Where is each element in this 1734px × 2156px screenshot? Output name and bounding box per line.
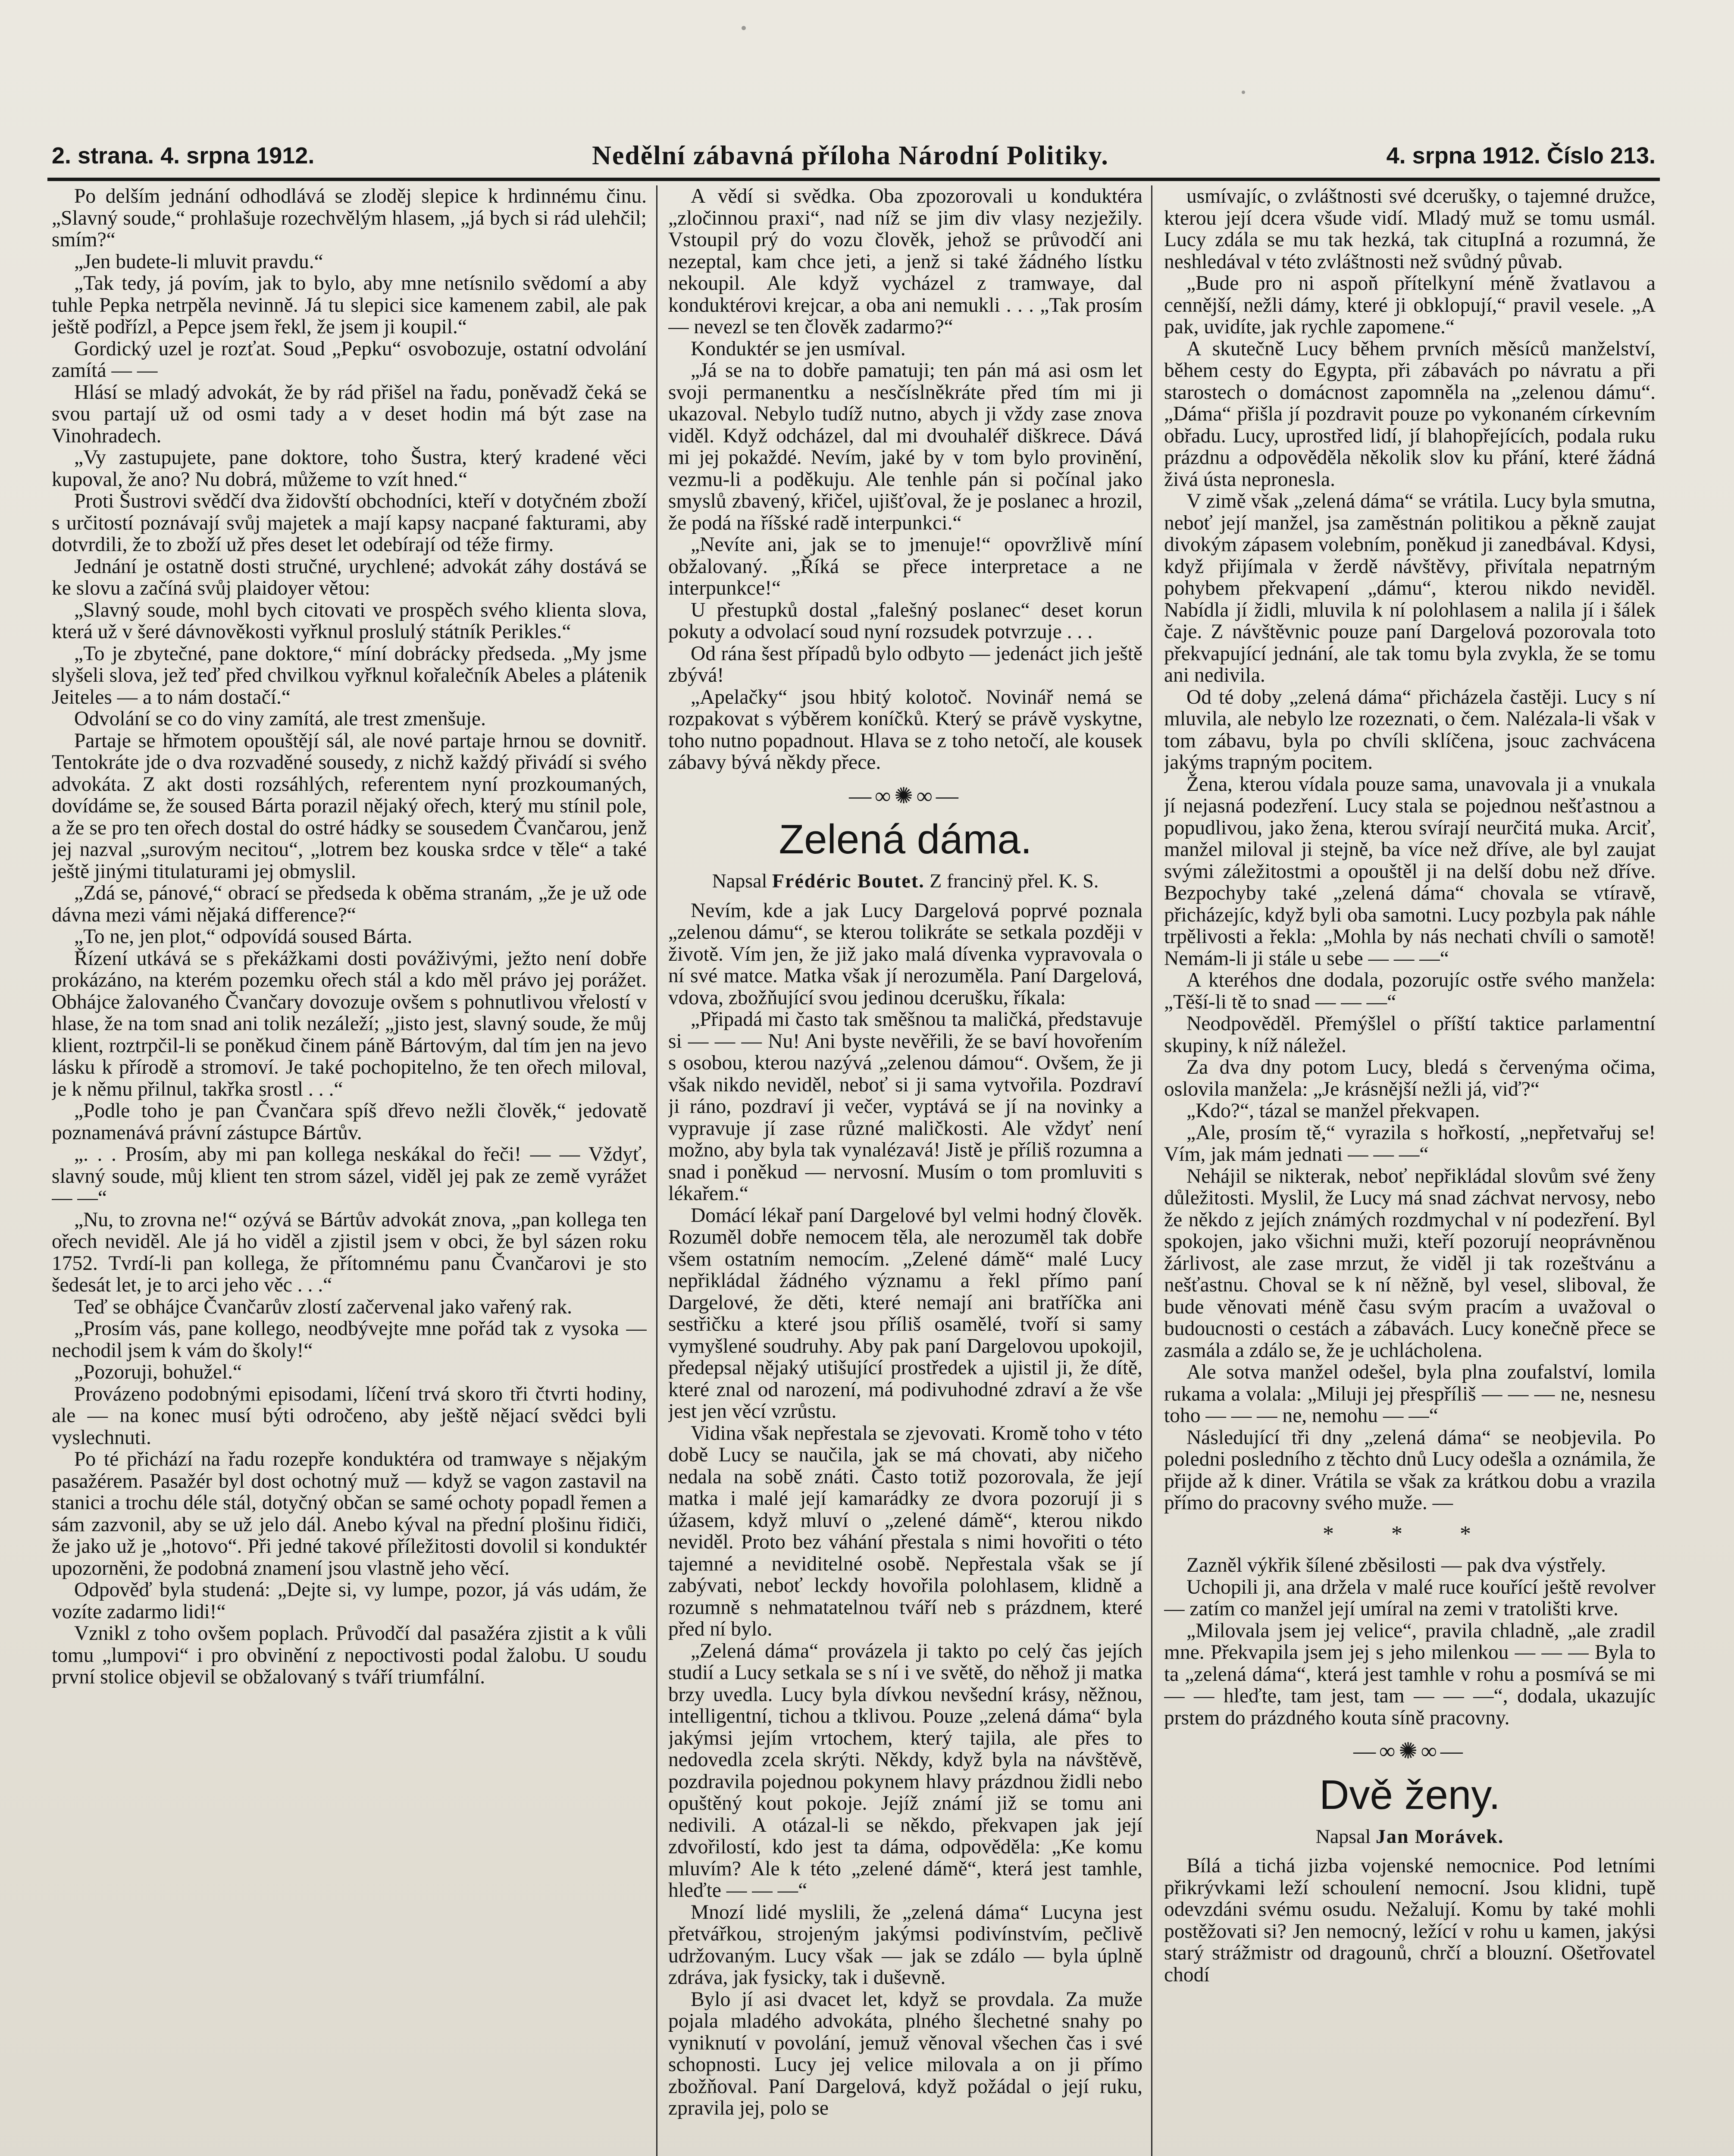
print-speck — [1242, 91, 1245, 94]
column-rule-2 — [1151, 185, 1152, 2156]
col3-paragraph: V zimě však „zelená dáma“ se vrátila. Lucy byla smutna, neboť její manžel, jsa zaměstnán politikou a pěkně zaujat divokým zápasem volebním, poněkud ji zanedbával. Kdysi, když přijímala v žerdě návštěvy, přivítala nepatrným pohybem překvapení „dámu“, kterou nikdo neviděl. Nabídla jí židli, mluvila k ní polohlasem a nalila jí i šálek čaje. Z návštěvnic pouze paní Dargelová pozorovala toto překvapující jednání, ale tak tomu byla zvykla, že se tomu ani nedivila. — [1164, 490, 1656, 686]
col1-paragraph: „Jen budete-li mluvit pravdu.“ — [74, 250, 323, 273]
column-3 — [1164, 185, 1656, 2156]
col1-paragraph: Vznikl z toho ovšem poplach. Průvodčí dal pasažéra zjistit a k vůli tomu „lumpovi“ i pro obvinění z nepoctivosti podal žalobu. U soudu první stolice objevil se obžalovaný s tváří triumfální. — [52, 1622, 647, 1688]
col2-paragraph: „Nevíte ani, jak se to jmenuje!“ opovržlivě míní obžalovaný. „Říká se přece interpretace a ne interpunkce!“ — [668, 533, 1142, 599]
col1-paragraph: „Tak tedy, já povím, jak to bylo, aby mne netísnilo svědomí a aby tuhle Pepka netrpěla nevinně. Já tu slepici sice kamenem zabil, ale pak ještě podřízl, a Pepce jsem řekl, že jsem ji koupil.“ — [52, 272, 647, 338]
masthead-title: Nedělní zábavná příloha Národní Politiky. — [592, 141, 1109, 170]
col1-paragraph: „. . . Prosím, aby mi pan kollega neskákal do řeči! — — Vždyť, slavný soude, můj klient ten strom sázel, viděl jej pak ze země vyrážet — —“ — [52, 1143, 647, 1209]
col1-paragraph: Hlásí se mladý advokát, že by rád přišel na řadu, poněvadž čeká se svou partají už od osmi tady a v deset hodin má být zase na Vinohradech. — [52, 381, 647, 447]
print-speck — [742, 26, 746, 30]
dve-zeny-paragraph: Bílá a tichá jizba vojenské nemocnice. Pod letními přikrývkami leží schoulení nemocní. Jsou klidni, tupě odevzdáni svému osudu. Nežalují. Komu by také mohli postěžovati si? Jen nemocný, ležící v rohu u kamen, jakýsi starý strážmistr od dragounů, chrčí a blouzní. Ošetřovatel chodí — [1164, 1855, 1656, 1986]
story-zelena-dama-ending — [1164, 1554, 1656, 1729]
section-ornament-2: —∞✺∞— — [1353, 1739, 1466, 1764]
column-2 — [668, 185, 1142, 2156]
column-rule-1 — [656, 185, 657, 2156]
masthead-rule — [47, 178, 1660, 181]
col3-paragraph: A skutečně Lucy během prvních měsíců manželství, během cesty do Egypta, při zábavách po návratu a při starostech o domácnost zapomněla na „zelenou dámu“. „Dáma“ přišla jí pozdravit pouze po vykonaném církevním obřadu. Lucy, uprostřed lidí, jí blahopřejících, podala ruku prázdnu a odpověděla několik slov ku přání, které žádná živá ústa nepronesla. — [1164, 337, 1656, 491]
section-ornament: —∞✺∞— — [849, 783, 962, 808]
col2-paragraph: Od rána šest případů bylo odbyto — jedenáct jich ještě zbývá! — [668, 642, 1142, 686]
masthead-left: 2. strana. 4. srpna 1912. — [52, 143, 315, 169]
col1-paragraph: Odpověď byla studená: „Dejte si, vy lumpe, pozor, já vás udám, že vozíte zadarmo lidi!“ — [52, 1579, 647, 1623]
col1-paragraph: „Vy zastupujete, pane doktore, toho Šustra, který kradené věci kupoval, že ano? Nu dobrá, můžeme to vzít hned.“ — [52, 446, 647, 491]
story-dve-zeny — [1164, 1855, 1656, 1986]
col2-paragraph: A vědí si svědka. Oba zpozorovali u konduktéra „zločinnou praxi“, nad níž se jim div vlasy nezježily. Vstoupil prý do vozu člověk, jehož se průvodčí ani nezeptal, kam chce jeti, a jenž si také žádného lístku nekoupil. Ale když vycházel z tramwaye, dal konduktérovi krejcar, a oba ani nemukli . . . „Tak prosím — nevezl se ten člověk zadarmo?“ — [668, 185, 1142, 338]
col1-paragraph: „Nu, to zrovna ne!“ ozývá se Bártův advokát znova, „pan kollega ten ořech neviděl. Ale já ho viděl a zjistil jsem v obci, že byl sázen roku 1752. Tvrdí-li pan kollega, že přítomnému panu Čvančarovi je sto šedesát let, je to arci jeho věc . . .“ — [52, 1208, 647, 1296]
col2-paragraph: U přestupků dostal „falešný poslanec“ deset korun pokuty a odvolací soud nyní rozsudek potvrzuje . . . — [668, 599, 1142, 643]
zelena-dama-paragraph: Bylo jí asi dvacet let, když se provdala. Za muže pojala mladého advokáta, plného šlechetné snahy po vyniknutí v povolání, jemuž věnoval všechen čas i své schopnosti. Lucy jej velice milovala a on ji přímo zbožňoval. Paní Dargelová, když požádal o její ruku, zpravila jej, polo se — [668, 1988, 1142, 2119]
story-zelena-dama — [668, 900, 1142, 2119]
col1-paragraph: „Podle toho je pan Čvančara spíš dřevo nežli člověk,“ jedovatě poznamenává právní zástupce Bártův. — [52, 1100, 647, 1144]
col1-paragraph: Gordický uzel je rozťat. Soud „Pepku“ osvobozuje, ostatní odvolání zamítá — — — [52, 337, 647, 382]
article-title-zelena-dama: Zelená dáma. — [779, 816, 1032, 862]
col1-paragraph: „To je zbytečné, pane doktore,“ míní dobrácky předseda. „My jsme slyšeli slova, jež teď před chvilkou vyřknul kořalečník Abeles a plátenik Jeiteles — a to nám dostačí.“ — [52, 642, 647, 708]
byline-zelena-dama — [668, 870, 1142, 892]
col3-paragraph: Za dva dny potom Lucy, bledá s červenýma očima, oslovila manžela: „Je krásnější nežli já, viď?“ — [1164, 1056, 1656, 1100]
col3-paragraph: Následující tři dny „zelená dáma“ se neobjevila. Po poledni posledního z těchto dnů Lucy odešla a oznámila, že přijde až k diner. Vrátila se však za krátkou dobu a vrazila přímo do pracovny svého muže. — — [1164, 1426, 1656, 1514]
col2-paragraph: Konduktér se jen usmíval. — [691, 337, 906, 360]
article-title-dve-zeny: Dvě ženy. — [1319, 1771, 1500, 1818]
zelena-dama-paragraph: Vidina však nepřestala se zjevovati. Kromě toho v této době Lucy se naučila, jak se má chovati, aby ničeho nedala na sobě znáti. Často totiž pozorovala, že její matka i malé její kamarádky ze dvora pozorují ji s úžasem, když mluví o „zelené dámě“, kterou nikdo neviděl. Proto bez váhání přestala s nimi hovořiti o této tajemné a neviditelné osobě. Nepřestala však se jí zabývati, neboť leckdy hovořila polohlasem, klidně a rozumně s nehmatatelnou tváří neb s prázdnem, které před ní bylo. — [668, 1422, 1142, 1640]
col1-paragraph: „Slavný soude, mohl bych citovati ve prospěch svého klienta slova, která už v šeré dávnověkosti vyřknul proslulý státník Perikles.“ — [52, 599, 647, 643]
column-1 — [52, 185, 647, 2156]
byline-author-2: Jan Morávek. — [1375, 1825, 1504, 1847]
byline-translation: Z francinÿ přel. K. S. — [930, 870, 1099, 892]
col1-paragraph: Řízení utkává se s překážkami dosti pováživými, ježto není dobře prokázáno, na kterém pozemku ořech stál a kdo měl právo jej porážet. Obhájce žalovaného Čvančary dovozuje ovšem s pohnutlivou vřelostí v hlase, že na tom snad ani tolik nezáleží; „jisto jest, slavný soude, že můj klient, roztrpčil-li se poněkud činem páně Bártovým, dal tím jen na jevo lásku k přírodě a stromoví. Je také pochopitelno, že ten ořech miloval, je k němu přilnul, takřka srostl . . .“ — [52, 947, 647, 1100]
col3-paragraph: „Bude pro ni aspoň přítelkyní méně žvatlavou a cennější, nežli dámy, které ji obklopují,“ pravil vesele. „A pak, uvidíte, jak rychle zapomene.“ — [1164, 272, 1656, 338]
col3-paragraph: „Kdo?“, tázal se manžel překvapen. — [1186, 1100, 1480, 1122]
col1-paragraph: „Prosím vás, pane kollego, neodbývejte mne pořád tak z vysoka — nechodil jsem k vám do školy!“ — [52, 1317, 647, 1362]
col3-end-paragraph: Uchopili ji, ana držela v malé ruce kouřící ještě revolver — zatím co manžel její umíral na zemi v tratolišti krve. — [1164, 1576, 1656, 1620]
col1-paragraph: Po delším jednání odhodlává se zloděj slepice k hrdinnému činu. „Slavný soude,“ prohlašuje rozechvělým hlasem, „já bych si rád ulehčil; smím?“ — [52, 185, 647, 251]
court-report-continued — [668, 185, 1142, 774]
col1-paragraph: „To ne, jen plot,“ odpovídá soused Bárta. — [74, 925, 413, 948]
col2-paragraph: „Já se na to dobře pamatuji; ten pán má asi osm let svoji permanentku a nesčíslněkráte před tím mi ji ukazoval. Nebylo tudíž nutno, abych ji vždy zase znova viděl. Když odcházel, dal mi dvouhaléř diškrece. Dává mi jej pokaždé. Nevím, jaké by v tom bylo provinění, vezmu-li a poděkuju. Ale tenhle pán si počínal jako smyslů zbavený, křičel, ujišťoval, že je poslanec a hrozil, že podá na říšské radě interpunkci.“ — [668, 359, 1142, 534]
col1-paragraph: Proti Šustrovi svědčí dva židovští obchodníci, kteří v dotyčném zboží s určitostí poznávají svůj majetek a mají kapsy nacpané fakturami, aby dotvrdili, že to zboží už přes deset let odebírají od téže firmy. — [52, 490, 647, 556]
col3-paragraph: Nehájil se nikterak, neboť nepřikládal slovům své ženy důležitosti. Myslil, že Lucy má snad záchvat nervosy, nebo že někdo z jejích známých rozdmychal v ní podezření. Byl spokojen, jako všichni muži, kteří pozorují neoprávněnou žárlivost, ale zase mrzut, že viděl ji tak rozeštvánu a nešťastnu. Choval se k ní něžně, byl vesel, sliboval, že bude věnovati méně času svým pracím a uvažoval o budoucnosti o cestách a zábavách. Lucy konečně přece se zasmála a zdálo se, že je uchlácholena. — [1164, 1165, 1656, 1362]
col1-paragraph: Po té přichází na řadu rozepře konduktéra od tramwaye s nějakým pasažérem. Pasažér byl dost ochotný muž — když se vagon zastavil na stanici a trochu déle stál, dotyčný občan se samé ochoty popadl řemen a sám zazvonil, aby se už jelo dál. Anebo kýval na přední plošinu řidiči, že jako už je „hotovo“. Při jedné takové příležitosti dovolil si konduktér upozorněni, že podobná znamení jsou vlastně jeho věcí. — [52, 1448, 647, 1579]
byline-dve-zeny — [1164, 1826, 1656, 1848]
col1-paragraph: Teď se obhájce Čvančarův zlostí začervenal jako vařený rak. — [74, 1295, 572, 1318]
byline-prefix-2: Napsal — [1315, 1825, 1371, 1847]
zelena-dama-paragraph: „Připadá mi často tak směšnou ta maličká, představuje si — — — Nu! Ani byste nevěřili, že se baví hovořením s osobou, kterou nazývá „zelenou dámou“. Ovšem, že ji však nikdo neviděl, neboť si ji sama vytvořila. Pozdraví ji ráno, pozdraví ji večer, vyptává se jí na novinky a vypravuje jí zase různé maličkosti. Ale vždyť není možno, aby byla tak vynalézavá! Jistě je příliš rozumna a snad i poněkud — nervosní. Musím o tom promluviti s lékařem.“ — [668, 1008, 1142, 1205]
col3-paragraph: usmívajíc, o zvláštnosti své dcerušky, o tajemné družce, kterou její dcera všude vidí. Mladý muž se tomu usmál. Lucy zdála se mu tak hezká, tak citupIná a rozumná, že neshledával v této zvláštnosti než svůdný půvab. — [1164, 185, 1656, 273]
col1-paragraph: „Zdá se, pánové,“ obrací se předseda k oběma stranám, „že je už ode dávna mezi vámi nějaká difference?“ — [52, 882, 647, 926]
col3-paragraph: A kteréhos dne dodala, pozorujíc ostře svého manžela: „Těší-li tě to snad — — —“ — [1164, 969, 1656, 1013]
zelena-dama-paragraph: Nevím, kde a jak Lucy Dargelová poprvé poznala „zelenou dámu“, se kterou tolikráte se setkala později v životě. Vím jen, že již jako malá dívenka vypravovala o ní své matce. Matka však jí nerozuměla. Paní Dargelová, vdova, zbožňující svou jedinou dcerušku, říkala: — [668, 899, 1142, 1009]
col1-paragraph: Partaje se hřmotem opouštějí sál, ale nové partaje hrnou se dovnitř. Tentokráte jde o dva rozvaděné sousedy, z nichž každý přivádí si svého advokáta. Z akt dosti rozsáhlých, referentem nyní prozkoumaných, dovídáme se, že soused Bárta porazil nějaký ořech, který mu stínil pole, a že se pro ten ořech dostal do ostré hádky se sousedem Čvančarou, jenž jej nazval „surovým necitou“, „lotrem bez kouska srdce v těle“ a také ještě jinými titulaturami jej obmyslil. — [52, 729, 647, 883]
zelena-dama-paragraph: „Zelená dáma“ provázela ji takto po celý čas jejích studií a Lucy setkala se s ní i ve světě, do něhož ji matka brzy uvedla. Lucy byla dívkou nevšední krásy, něžnou, intelligentní, tichou a tklivou. Pouze „zelená dáma“ byla jakýmsi jejím vrtochem, který tajila, ale přes to nedovedla zcela skrýti. Někdy, když byla na návštěvě, pozdravila pojednou pokynem hlavy prázdnou židli nebo opuštěný kout pokoje. Jejíž známí již se tomu ani nedivili. A otázal-li se někdo, překvapen jak její zdvořilostí, kdo jest ta dáma, odpověděla: „Ke komu mluvím? Ale k této „zelené dámě“, která jest tamhle, hleďte — — —“ — [668, 1639, 1142, 1902]
col3-end-paragraph: Zazněl výkřik šílené zběsilosti — pak dva výstřely. — [1186, 1554, 1606, 1576]
col3-paragraph: Od té doby „zelená dáma“ přicházela častěji. Lucy s ní mluvila, ale nebylo lze rozeznati, o čem. Nalézala-li však v tom zábavu, byla po chvíli sklíčena, jsouc zachvácena jakýms trapným pocitem. — [1164, 686, 1656, 774]
col3-paragraph: „Ale, prosím tě,“ vyrazila s hořkostí, „nepřetvařuj se! Vím, jak mám jednati — — —“ — [1164, 1121, 1656, 1166]
col1-paragraph: Odvolání se co do viny zamítá, ale trest zmenšuje. — [74, 708, 486, 730]
byline-prefix: Napsal — [712, 870, 767, 892]
section-stars: * * * — [1323, 1521, 1497, 1546]
zelena-dama-paragraph: Domácí lékař paní Dargelové byl velmi hodný člověk. Rozuměl dobře nemocem těla, ale nerozuměl tak dobře všem ostatním nemocím. „Zelené dámě“ malé Lucy nepřikládal žádného významu a řekl přímo paní Dargelové, že děti, které nemají ani bratříčka ani sestřičku a které jsou příliš osamělé, tvoří si samy vymyšlené soudruhy. Aby pak paní Dargelovou upokojil, předepsal nějaký utišující prostředek a ujistil ji, že dítě, které znal od narození, má podivuhodné zdraví a že vše jest jen věcí vzrůstu. — [668, 1204, 1142, 1423]
story-zelena-dama-continued — [1164, 185, 1656, 1514]
col3-end-paragraph: „Milovala jsem jej velice“, pravila chladně, „ale zradil mne. Překvapila jsem jej s jeho milenkou — — — Byla to ta „zelená dáma“, která jest tamhle v rohu a posmívá se mi — — hleďte, tam jest, tam — — —“, dodala, ukazujíc prstem do prázdného kouta síně pracovny. — [1164, 1619, 1656, 1729]
col1-paragraph: Provázeno podobnými episodami, líčení trvá skoro tři čtvrti hodiny, ale — na konec musí býti odročeno, aby ještě nějací svědci byli vyslechnuti. — [52, 1382, 647, 1449]
col3-paragraph: Žena, kterou vídala pouze sama, unavovala ji a vnukala jí nejasná podezření. Lucy stala se pojednou nešťastnou a popudlivou, jako žena, kterou svírají neurčitá muka. Arciť, manžel miloval ji stejně, ba více než dříve, ale byl zaujat svými záležitostmi a opouštěl ji na delší dobu než dříve. Bezpochyby také „zelená dáma“ chovala se vtíravě, přicházejíc, když byli oba samotni. Lucy pozbyla pak náhle trpělivosti a řekla: „Mohla by nás nechati chvíli o samotě! Nemám-li ji stále u sebe — — —“ — [1164, 773, 1656, 970]
masthead-right: 4. srpna 1912. Číslo 213. — [1386, 143, 1656, 169]
col3-paragraph: Ale sotva manžel odešel, byla plna zoufalství, lomila rukama a volala: „Miluji jej přespříliš — — — ne, nesnesu toho — — — ne, nemohu — —“ — [1164, 1361, 1656, 1427]
masthead — [52, 139, 1656, 172]
col1-paragraph: „Pozoruji, bohužel.“ — [74, 1361, 242, 1383]
byline-author: Frédéric Boutet. — [772, 870, 925, 892]
zelena-dama-paragraph: Mnozí lidé myslili, že „zelená dáma“ Lucyna jest přetvářkou, strojeným jakýmsi podivínstvím, pečlivě udržovaným. Lucy však — jak se zdálo — byla úplně zdráva, jak fysicky, tak i duševně. — [668, 1901, 1142, 1989]
col2-paragraph: „Apelačky“ jsou hbitý kolotoč. Novinář nemá se rozpakovat s výběrem koníčků. Který se právě vyskytne, toho nutno popadnout. Hlava se z toho netočí, ale kousek zábavy bývá někdy přece. — [668, 686, 1142, 774]
col1-paragraph: Jednání je ostatně dosti stručné, urychlené; advokát záhy dostává se ke slovu a začíná svůj plaidoyer větou: — [52, 555, 647, 599]
col3-paragraph: Neodpověděl. Přemýšlel o příští taktice parlamentní skupiny, k níž náležel. — [1164, 1012, 1656, 1057]
